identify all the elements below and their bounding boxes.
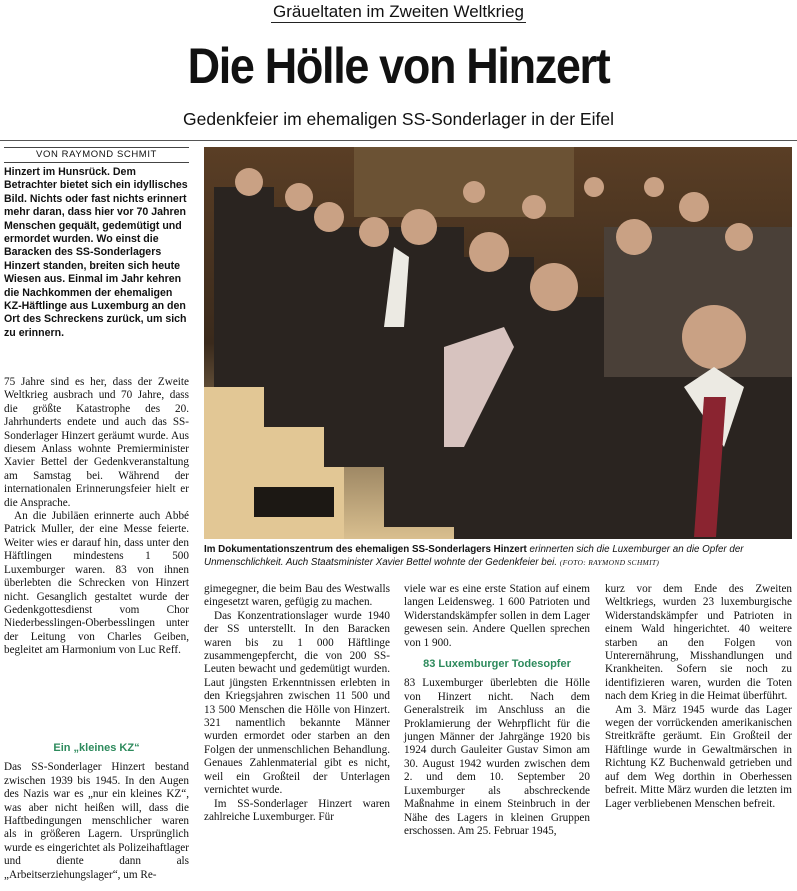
subhead: Ein „kleines KZ“	[53, 742, 140, 754]
photo-credit: (FOTO: RAYMOND SCHMIT)	[559, 558, 660, 568]
paragraph: kurz vor dem Ende des Zweiten Weltkriegs, wurden 23 luxemburgische Widerstandskämpfer und Patrioten in einem Wald hingerichtet. 40 weitere starben an den Folgen von Unterernährung, Misshandlungen und Krankheiten. Sofern sie noch zu identifizieren waren, wurden die Toten nach dem Krieg in die Heimat überführt.	[605, 583, 792, 703]
audience-photo-illustration	[204, 147, 792, 539]
caption-bold: Im Dokumentationszentrum des ehemaligen SS-Sonderlagers Hinzert	[204, 544, 527, 555]
column-3	[404, 583, 590, 838]
paragraph: 75 Jahre sind es her, dass der Zweite Weltkrieg ausbrach und 70 Jahre, dass die größte Katastrophe des 20. Jahrhunderts endete und auch das SS-Sonderlager Hinzert geräumt wurde. Aus diesem Anlass wohnte Premierminister Xavier Bettel der Gedenkveranstaltung am Samstag bei. Während der internationalen Erinnerungsfeier hielt er die Ansprache.	[4, 376, 189, 509]
headline: Die Hölle von Hinzert	[187, 38, 610, 94]
paragraph: 83 Luxemburger überlebten die Hölle von Hinzert nicht. Nach dem Generalstreik im Anschluss an die Proklamierung der Wehrpflicht für die jungen Männer der Jahrgänge 1920 bis 1924 durch Gauleiter Gustav Simon am 30. August 1942 wurden zwischen dem 2. und dem 10. September 20 Luxemburger als abschreckende Maßnahme in einem Steinbruch in der Nähe des Lagers in kleinen Gruppen erschossen. Am 25. Februar 1945,	[404, 677, 590, 837]
divider	[0, 140, 797, 141]
paragraph: Das SS-Sonderlager Hinzert bestand zwischen 1939 bis 1945. In den Augen des Nazis war es „nur ein kleines KZ“, was aber nicht heißen will, dass die Haftbedingungen menschlicher waren als in größeren Lagern. Ursprünglich wurde es eingerichtet als Polizeihaftlager und diente dann als „Arbeitserziehungslager“, um Re-	[4, 761, 189, 881]
subheadline: Gedenkfeier im ehemaligen SS-Sonderlager in der Eifel	[183, 109, 614, 129]
paragraph: An die Jubiläen erinnerte auch Abbé Patrick Muller, der eine Messe feierte. Weiter wies er darauf hin, dass unter den Häftlingen mindestens 1 500 Luxemburger waren. 83 von ihnen überlebten die Schrecken von Hinzert nicht. Gesanglich gestaltet wurde der Gedenkgottesdienst vom Chor Niederbesslingen-Oberbesslingen unter der Leitung von Charles Geiben, begleitet am Harmonium von Luc Reff.	[4, 510, 189, 657]
byline-rule-top	[4, 147, 189, 148]
paragraph: viele war es eine erste Station auf einem langen Leidensweg. 1 600 Patrioten und Widerstandskämpfer sollen in dem Lager gewesen sein. Andere Quellen sprechen von 1 900.	[404, 583, 590, 649]
paragraph: Am 3. März 1945 wurde das Lager wegen der vorrückenden amerikanischen Streitkräfte geräumt. Ein Großteil der Häftlinge wurde in Gewaltmärschen in Richtung KZ Buchenwald getrieben und auf dem Weg dorthin in Oberhessen befreit. Mitte März wurden die letzten im Lager verbliebenen Menschen befreit.	[605, 703, 792, 810]
column-4	[605, 583, 792, 811]
paragraph: Im SS-Sonderlager Hinzert waren zahlreiche Luxemburger. Für	[204, 797, 390, 823]
column-1	[4, 376, 189, 658]
byline-rule-bottom	[4, 162, 189, 163]
caption-italic: erinnerten sich die Luxemburger an die Opfer der Unmenschlichkeit. Auch Staatsminister Xavier Bettel wohnte der Gedenkfeier bei.	[204, 544, 744, 569]
paragraph: gimegegner, die beim Bau des Westwalls eingesetzt waren, gefügig zu machen.	[204, 583, 390, 609]
kicker: Gräueltaten im Zweiten Weltkrieg	[272, 2, 524, 21]
byline: VON RAYMOND SCHMIT	[36, 149, 157, 160]
subhead: 83 Luxemburger Todesopfer	[423, 658, 571, 671]
event-photo	[204, 147, 792, 539]
column-1-continued	[4, 742, 189, 882]
lead-paragraph: Hinzert im Hunsrück. Dem Betrachter bietet sich ein idyllisches Bild. Nichts oder fast nichts erinnert mehr daran, dass hier vor 70 Jahren Menschen gequält, gedemütigt und ermordet wurden. Wo einst die Baracken des SS-Sonderlagers Hinzert standen, breiten sich heute Wiesen aus. Einmal im Jahr kehren die Nachkommen der ehemaligen KZ-Häftlinge aus Luxemburg an den Ort des Schreckens zurück, um sich zu erinnern.	[4, 166, 188, 339]
column-2	[204, 583, 390, 824]
paragraph: Das Konzentrationslager wurde 1940 der SS unterstellt. In den Baracken waren bis zu 1 000 Häftlinge zusammengepfercht, die von 200 SS-Leuten bewacht und gedemütigt wurden. Laut jüngsten Erkenntnissen erlebten in den Kriegsjahren zwischen 11 500 und 13 500 Menschen die Hölle von Hinzert. 321 namentlich bekannte Männer wurden ermordet oder starben an den Folgen der unmenschlichen Behandlung. Genaues Zahlenmaterial gibt es nicht, weil ein Großteil der Unterlagen vernichtet wurde.	[204, 609, 390, 797]
photo-caption	[204, 543, 792, 569]
